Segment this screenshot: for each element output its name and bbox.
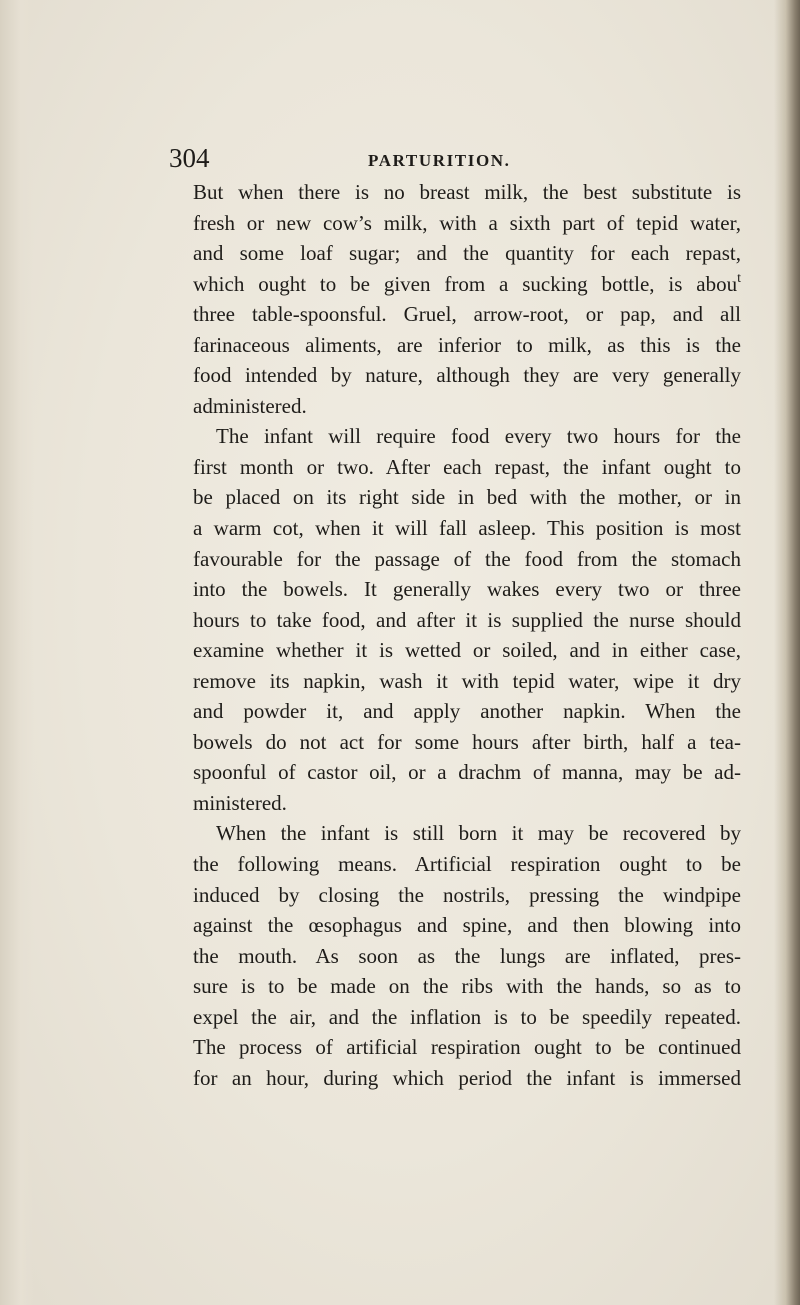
page-edge-shadow xyxy=(774,0,800,1305)
line-text: hours to take food, and after it is supplied the nurse should xyxy=(193,607,741,632)
text-line xyxy=(193,1002,741,1033)
line-text: into the bowels. It generally wakes every two or three xyxy=(193,577,741,602)
text-line xyxy=(193,421,741,452)
text-line xyxy=(193,269,741,300)
line-text: But when there is no breast milk, the best substitute is xyxy=(193,180,741,204)
line-text: ministered. xyxy=(193,790,287,815)
page-number: 304 xyxy=(169,143,210,173)
line-text: first month or two. After each repast, the infant ought to xyxy=(193,454,741,479)
line-text: The infant will require food every two hours for the xyxy=(216,424,741,449)
text-line xyxy=(193,757,741,788)
text-line xyxy=(193,574,741,605)
line-text: When the infant is still born it may be recovered by xyxy=(216,821,741,846)
text-line xyxy=(193,330,741,361)
line-text: against the œsophagus and spine, and then blowing into xyxy=(193,913,741,938)
line-text: farinaceous aliments, are inferior to milk, as this is the xyxy=(193,332,741,357)
running-head xyxy=(169,143,729,177)
line-text: bowels do not act for some hours after birth, half a tea- xyxy=(193,729,741,754)
text-line xyxy=(193,605,741,636)
line-text: examine whether it is wetted or soiled, and in either case, xyxy=(193,638,741,663)
line-text: sure is to be made on the ribs with the hands, so as to xyxy=(193,974,741,999)
line-text: administered. xyxy=(193,393,307,418)
text-line xyxy=(193,910,741,941)
line-text: a warm cot, when it will fall asleep. This position is most xyxy=(193,516,741,541)
text-line xyxy=(193,238,741,269)
binding-shadow xyxy=(0,0,34,1305)
text-line xyxy=(193,788,741,819)
line-text: induced by closing the nostrils, pressing the windpipe xyxy=(193,882,741,907)
line-text: which ought to be given from a sucking bottle, is abou xyxy=(193,271,738,296)
text-line xyxy=(193,208,741,239)
text-line xyxy=(193,727,741,758)
text-line xyxy=(193,452,741,483)
text-line xyxy=(193,360,741,391)
line-text: expel the air, and the inflation is to be speedily repeated. xyxy=(193,1004,741,1029)
line-text: for an hour, during which period the infant is immersed xyxy=(193,1065,741,1090)
line-text: the mouth. As soon as the lungs are inflated, pres- xyxy=(193,943,741,968)
text-line xyxy=(193,818,741,849)
superscript-letter: t xyxy=(737,270,741,286)
line-text: and powder it, and apply another napkin. When the xyxy=(193,699,741,724)
text-line xyxy=(193,635,741,666)
line-text: be placed on its right side in bed with the mother, or in xyxy=(193,485,741,510)
line-text: the following means. Artificial respiration ought to be xyxy=(193,852,741,877)
text-line xyxy=(193,1063,741,1094)
text-line xyxy=(193,482,741,513)
line-text: The process of artificial respiration ought to be continued xyxy=(193,1035,741,1060)
text-line xyxy=(193,391,741,422)
body-text xyxy=(193,177,741,1093)
running-title: PARTURITION. xyxy=(368,151,511,170)
line-text: food intended by nature, although they are very generally xyxy=(193,363,741,388)
line-text: remove its napkin, wash it with tepid water, wipe it dry xyxy=(193,668,741,693)
text-line xyxy=(193,177,741,208)
line-text: and some loaf sugar; and the quantity for each repast, xyxy=(193,241,741,266)
text-line xyxy=(193,941,741,972)
line-text: spoonful of castor oil, or a drachm of manna, may be ad- xyxy=(193,760,741,785)
text-line xyxy=(193,880,741,911)
text-line xyxy=(193,1032,741,1063)
text-line xyxy=(193,971,741,1002)
text-line xyxy=(193,299,741,330)
text-line xyxy=(193,849,741,880)
text-line xyxy=(193,544,741,575)
line-text: favourable for the passage of the food from the stomach xyxy=(193,546,741,571)
line-text: fresh or new cow’s milk, with a sixth part of tepid water, xyxy=(193,210,741,235)
line-text: three table-spoonsful. Gruel, arrow-root, or pap, and all xyxy=(193,302,741,327)
text-line xyxy=(193,666,741,697)
text-line xyxy=(193,696,741,727)
text-line xyxy=(193,513,741,544)
